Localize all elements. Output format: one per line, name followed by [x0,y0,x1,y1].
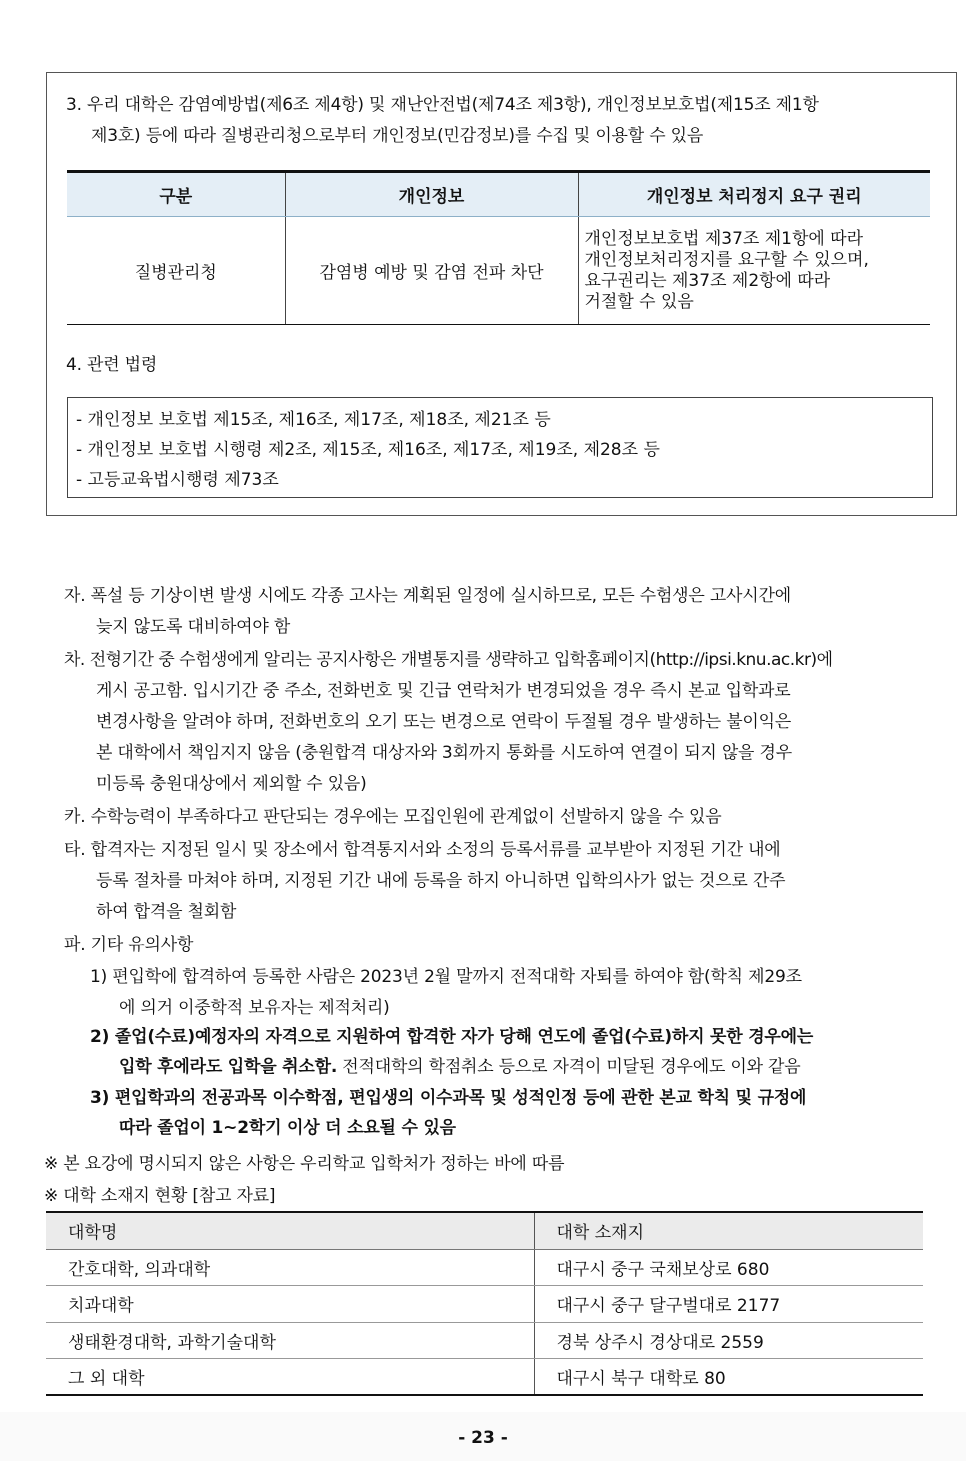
campus-header-row [46,1212,923,1249]
law-item: - 개인정보 보호법 시행령 제2조, 제15조, 제16조, 제17조, 제19조, 제28조 등 [76,440,660,460]
college-location: 경북 상주시 경상대로 2559 [534,1322,923,1359]
table-row [46,1286,923,1323]
item4-title: 4. 관련 법령 [66,355,158,375]
remark-2: ※ 대학 소재지 현황 [참고 자료] [44,1186,276,1206]
college-name: 치과대학 [46,1286,534,1323]
remark-1: ※ 본 요강에 명시되지 않은 사항은 우리학교 입학처가 정하는 바에 따름 [44,1154,565,1174]
note-pa2-line2 [119,1052,800,1077]
college-location: 대구시 중구 달구벌대로 2177 [534,1286,923,1323]
note-ta-line3: 하여 합격을 철회함 [96,902,237,922]
college-name: 간호대학, 의과대학 [46,1249,534,1286]
note-cha-line1: 차. 전형기간 중 수험생에게 알리는 공지사항은 개별통지를 생략하고 입학홈페이지(http://ipsi.knu.ac.kr)에 [64,650,833,670]
privacy-rights-table [67,170,930,325]
note-ja-line2: 늦지 않도록 대비하여야 함 [96,617,291,637]
cell-rights [578,217,930,325]
rights-line: 개인정보보호법 제37조 제1항에 따라 [584,228,864,249]
rights-line: 거절할 수 있음 [584,291,694,312]
header-info: 개인정보 [285,172,578,217]
note-cha-line3: 변경사항을 알려야 하며, 전화번호의 오기 또는 변경으로 연락이 두절될 경우 발생하는 불이익은 [96,712,792,732]
note-cha-line5: 미등록 충원대상에서 제외할 수 있음) [96,774,367,794]
header-college-name: 대학명 [46,1212,534,1249]
table-row [67,217,930,325]
header-rights: 개인정보 처리정지 요구 권리 [578,172,930,217]
table-header-row [67,172,930,217]
law-item: - 고등교육법시행령 제73조 [76,470,279,490]
note-ja-line1: 자. 폭설 등 기상이변 발생 시에도 각종 고사는 계획된 일정에 실시하므로, 모든 수험생은 고사시간에 [64,586,791,606]
college-location: 대구시 북구 대학로 80 [534,1359,923,1396]
note-pa2-line1: 2) 졸업(수료)예정자의 자격으로 지원하여 합격한 자가 당해 연도에 졸업(수료)하지 못한 경우에는 [90,1027,814,1047]
note-cha-line4: 본 대학에서 책임지지 않음 (충원합격 대상자와 3회까지 통화를 시도하여 연결이 되지 않을 경우 [96,743,792,763]
related-laws-box [67,397,933,498]
header-college-location: 대학 소재지 [534,1212,923,1249]
item3-line2: 제3호) 등에 따라 질병관리청으로부터 개인정보(민감정보)를 수집 및 이용할 수 있음 [91,126,704,146]
note-pa3-line2: 따라 졸업이 1~2학기 이상 더 소요될 수 있음 [119,1118,456,1138]
college-name: 생태환경대학, 과학기술대학 [46,1322,534,1359]
note-pa2-rest: 전적대학의 학점취소 등으로 자격이 미달된 경우에도 이와 같음 [337,1057,801,1077]
note-pa-title: 파. 기타 유의사항 [64,935,194,955]
note-ta-line2: 등록 절차를 마쳐야 하며, 지정된 기간 내에 등록을 하지 아니하면 입학의사가 없는 것으로 간주 [96,871,786,891]
note-pa2-bold: 입학 후에라도 입학을 취소함. [119,1057,338,1077]
rights-line: 개인정보처리정지를 요구할 수 있으며, [584,249,869,270]
campus-location-table [46,1211,923,1396]
table-row [46,1359,923,1396]
page-number: - 23 - [458,1428,508,1448]
college-location: 대구시 중구 국채보상로 680 [534,1249,923,1286]
college-name: 그 외 대학 [46,1359,534,1396]
header-category: 구분 [67,172,285,217]
note-pa1-line1: 1) 편입학에 합격하여 등록한 사람은 2023년 2월 말까지 전적대학 자퇴를 하여야 함(학칙 제29조 [90,967,802,987]
note-pa1-line2: 에 의거 이중학적 보유자는 제적처리) [119,998,390,1018]
cell-info: 감염병 예방 및 감염 전파 차단 [285,217,578,325]
note-cha-line2: 게시 공고함. 입시기간 중 주소, 전화번호 및 긴급 연락처가 변경되었을 경우 즉시 본교 입학과로 [96,681,791,701]
table-row [46,1249,923,1286]
note-pa3-line1: 3) 편입학과의 전공과목 이수학점, 편입생의 이수과목 및 성적인정 등에 관한 본교 학칙 및 규정에 [90,1088,807,1108]
note-ta-line1: 타. 합격자는 지정된 일시 및 장소에서 합격통지서와 소정의 등록서류를 교부받아 지정된 기간 내에 [64,840,781,860]
cell-category: 질병관리청 [67,217,285,325]
table-row [46,1322,923,1359]
law-item: - 개인정보 보호법 제15조, 제16조, 제17조, 제18조, 제21조 등 [76,410,551,430]
item3-line1: 3. 우리 대학은 감염예방법(제6조 제4항) 및 재난안전법(제74조 제3항), 개인정보보호법(제15조 제1항 [66,95,819,115]
rights-line: 요구권리는 제37조 제2항에 따라 [584,270,831,291]
note-ka: 카. 수학능력이 부족하다고 판단되는 경우에는 모집인원에 관계없이 선발하지 않을 수 있음 [64,807,722,827]
